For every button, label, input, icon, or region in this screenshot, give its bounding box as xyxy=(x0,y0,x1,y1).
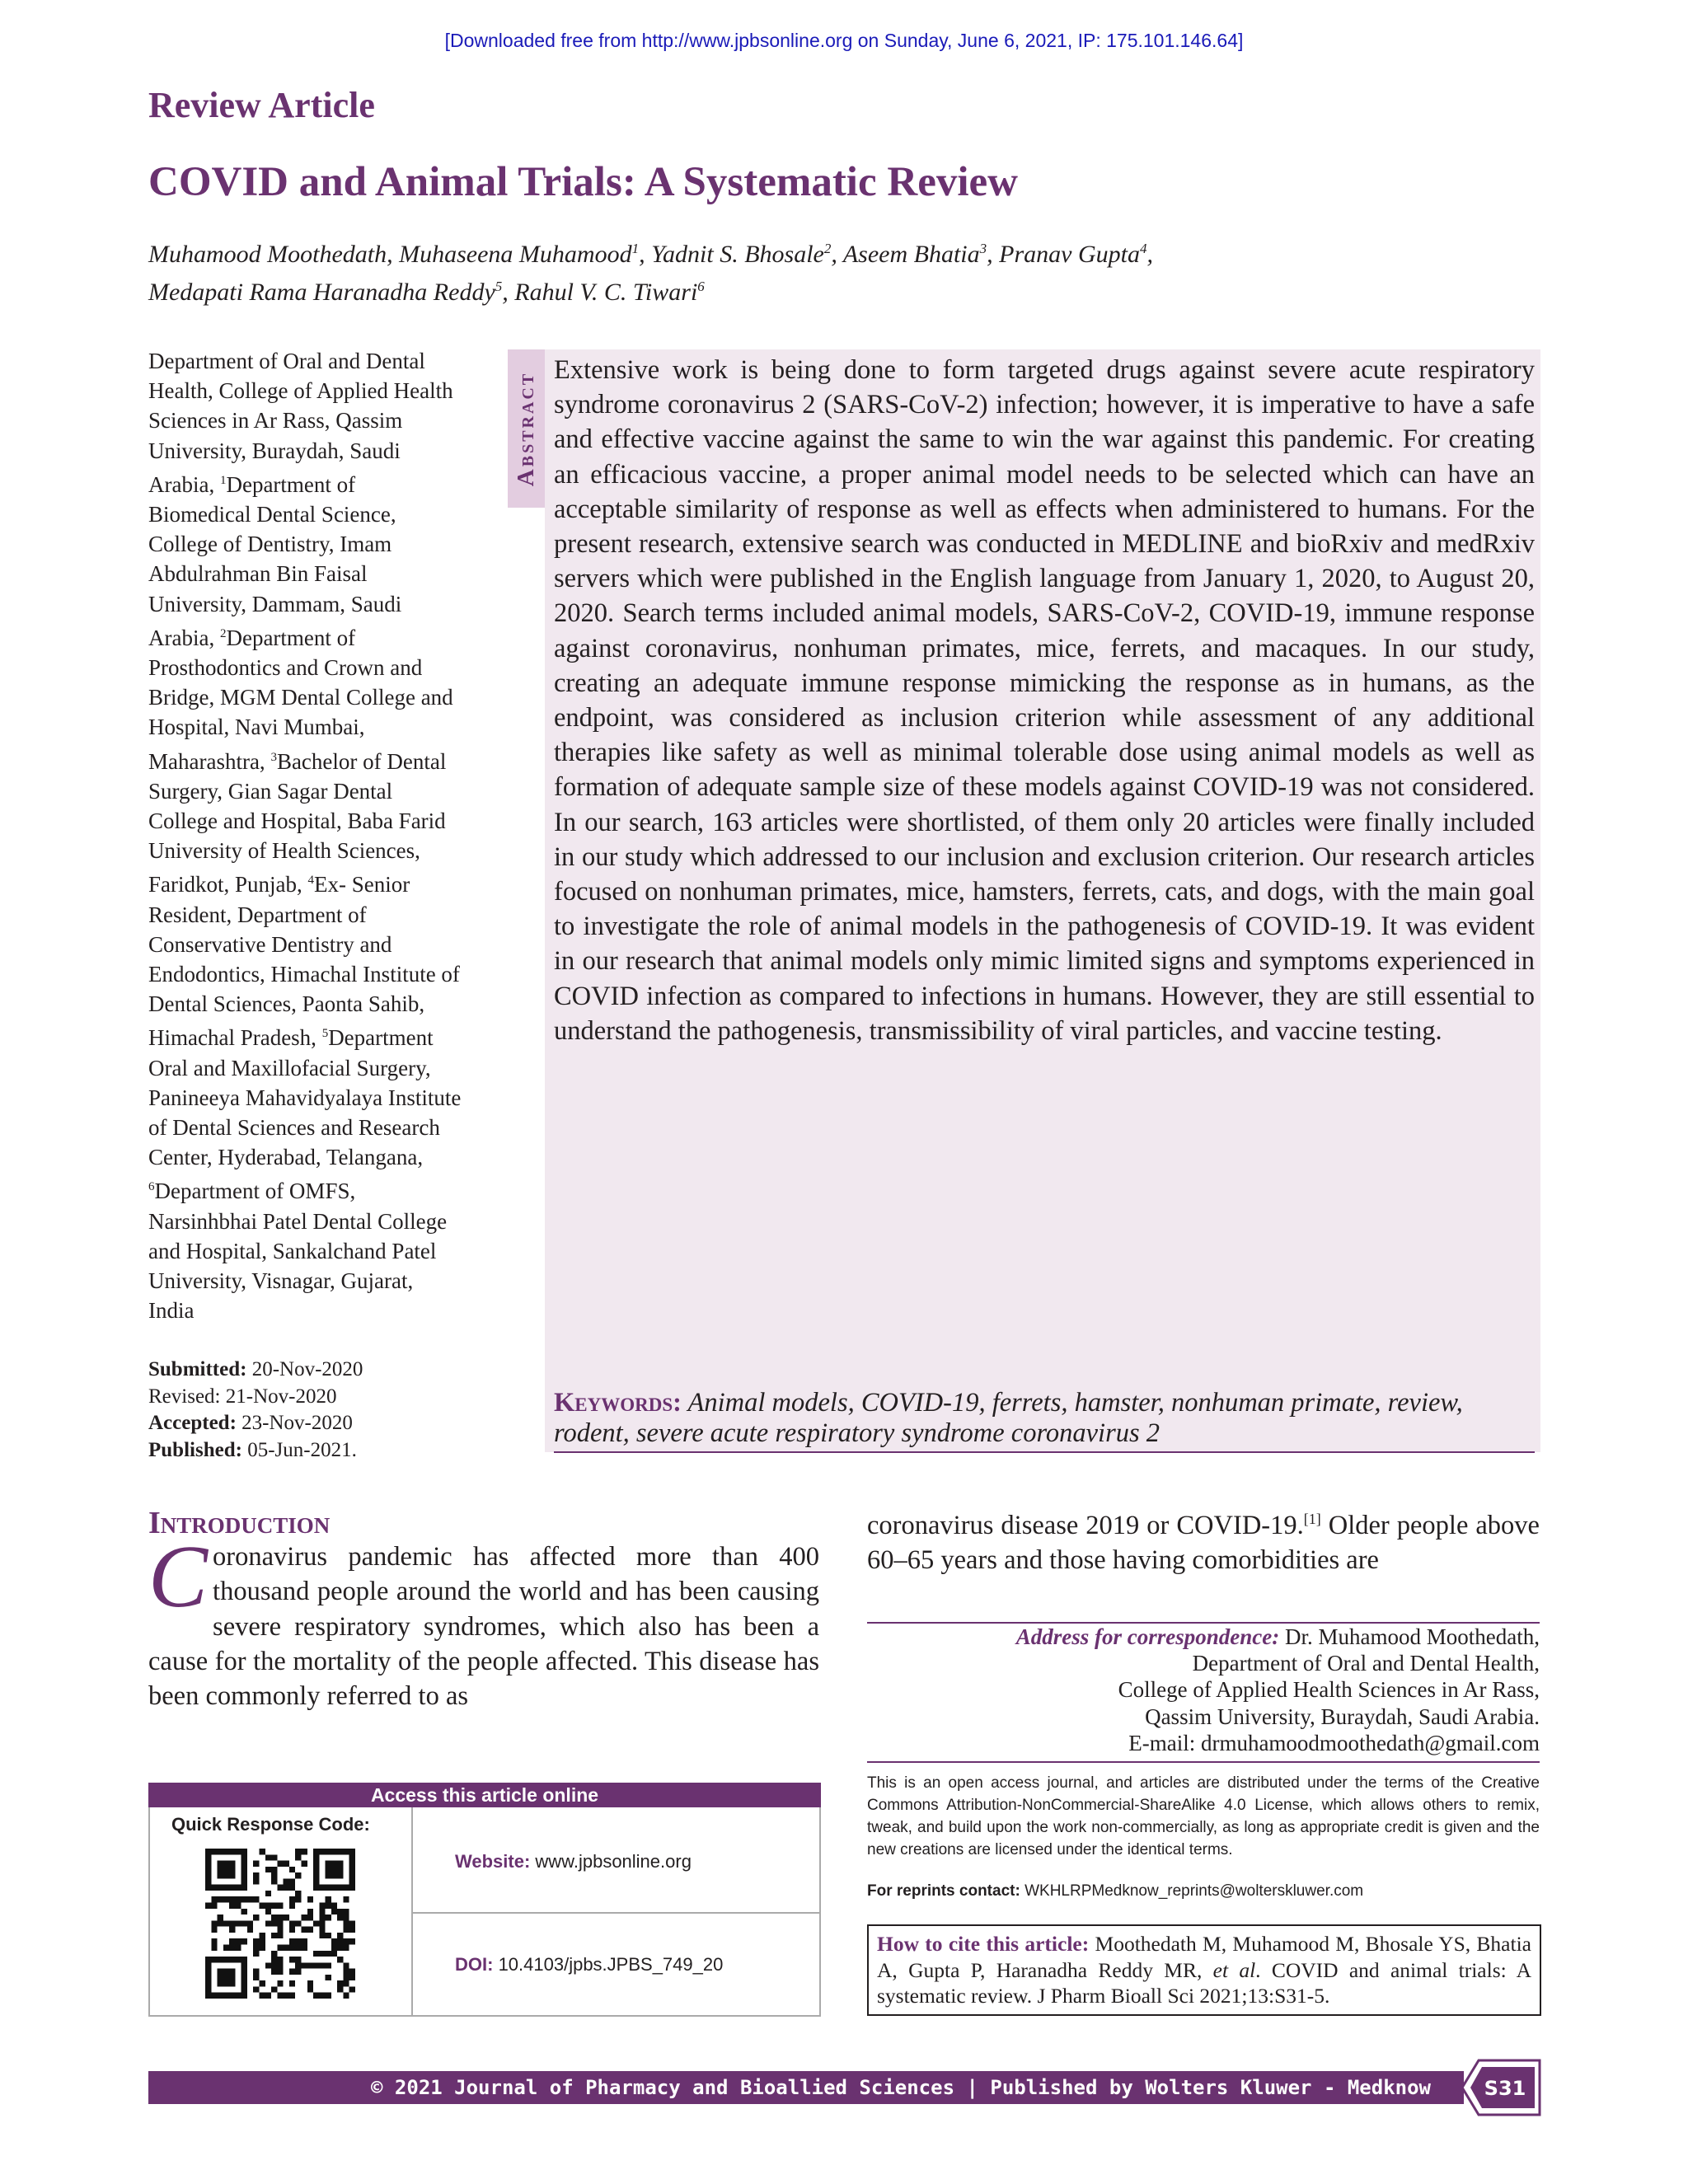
submitted-date: Submitted: 20-Nov-2020 xyxy=(148,1358,363,1380)
affiliation-text: Department of OMFS, Narsinhbhai Patel Dental College and Hospital, Sankalchand Patel University, Visnagar, Gujarat, India xyxy=(148,1179,448,1324)
page-number: S31 xyxy=(1484,2077,1526,2100)
author-name: Yadnit S. Bhosale xyxy=(651,241,824,268)
page-number-badge xyxy=(1461,2059,1541,2116)
affiliation-mark: 5 xyxy=(321,1027,329,1041)
affiliation-text: Department of Oral and Dental Health, College of Applied Health Sciences in Ar Rass, Qassim University, Buraydah, Saudi Arabia, xyxy=(148,349,453,497)
affiliation-mark: 4 xyxy=(307,874,314,888)
correspondence-line: College of Applied Health Sciences in Ar Rass, xyxy=(1118,1677,1540,1703)
affiliation-text: Department Oral and Maxillofacial Surgery, Panineeya Mahavidyalaya Institute of Dental Sciences and Research Center, Hyderabad, Telangana, xyxy=(148,1025,462,1170)
author-affiliation-mark: 6 xyxy=(697,279,705,294)
license-statement: This is an open access journal, and articles are distributed under the terms of the Creative Commons Attribution-NonCommercial-ShareAlike 4.0 License, which allows others to remix, tweak, and build upon the work non-commercially, as long as appropriate credit is given and the new creations are licensed under the identical terms. xyxy=(867,1774,1540,1858)
affiliation-mark: 3 xyxy=(270,750,277,764)
article-title: COVID and Animal Trials: A Systematic Review xyxy=(148,159,1018,205)
author-name: Pranav Gupta xyxy=(999,241,1140,268)
access-box-divider xyxy=(411,1807,413,2015)
author-affiliation-mark: 2 xyxy=(823,241,832,256)
affiliation-mark: 1 xyxy=(219,473,227,487)
doi-link[interactable]: DOI: 10.4103/jpbs.JPBS_749_20 xyxy=(455,1954,724,1975)
citation-box: How to cite this article: Moothedath M, Muhamood M, Bhosale YS, Bhatia A, Gupta P, Haranadha Reddy MR, et al. COVID and animal trials: A systematic review. J Pharm Bioall Sci 2021;13:S31-5. xyxy=(867,1924,1541,2016)
abstract-divider xyxy=(554,1451,1535,1453)
accepted-date: Accepted: 23-Nov-2020 xyxy=(148,1412,353,1434)
correspondence-bottom-rule xyxy=(867,1761,1540,1763)
download-note: [Downloaded free from http://www.jpbsonline.org on Sunday, June 6, 2021, IP: 175.101.146.64] xyxy=(444,30,1244,51)
keywords-label: Keywords: xyxy=(554,1388,682,1418)
qr-code-label: Quick Response Code: xyxy=(171,1814,370,1835)
access-online-header: Access this article online xyxy=(148,1783,821,1807)
abstract-label-tab xyxy=(508,349,545,508)
correspondence-line[interactable]: E-mail: drmuhamoodmoothedath@gmail.com xyxy=(1128,1730,1540,1755)
keywords xyxy=(554,1388,1535,1449)
author-list: Muhamood Moothedath, Muhaseena Muhamood$^1$, Yadnit S. Bhosale$^2$, Aseem Bhatia$^3$, Pranav Gupta$^4$, Medapati Rama Haranadha Reddy$^5$, Rahul V. C. Tiwari$^6$ xyxy=(148,241,1153,306)
correspondence-line: Address for correspondence: Dr. Muhamood Moothedath, xyxy=(1015,1624,1540,1649)
correspondence-line: Department of Oral and Dental Health, xyxy=(1192,1651,1540,1676)
author-affiliation-mark: 3 xyxy=(979,241,987,256)
author-name: Aseem Bhatia xyxy=(842,241,980,268)
author-name: Rahul V. C. Tiwari xyxy=(514,279,698,306)
keywords-text: Animal models, COVID-19, ferrets, hamster, nonhuman primate, review, rodent, severe acute respiratory syndrome coronavirus 2 xyxy=(554,1388,1463,1448)
author-affiliation-mark: 4 xyxy=(1139,241,1147,256)
affiliation-text: Department of Prosthodontics and Crown and Bridge, MGM Dental College and Hospital, Navi Mumbai, Maharashtra, xyxy=(148,625,453,774)
author-name: Muhaseena Muhamood xyxy=(399,241,632,268)
author-name: Muhamood Moothedath xyxy=(148,241,387,268)
affiliation-mark: 2 xyxy=(219,626,227,640)
website-link[interactable]: Website: www.jpbsonline.org xyxy=(455,1851,692,1872)
affiliation-text: Ex- Senior Resident, Department of Conservative Dentistry and Endodontics, Himachal Institute of Dental Sciences, Paonta Sahib, Himachal Pradesh, xyxy=(148,872,460,1051)
citation-ref[interactable]: [1] xyxy=(1303,1511,1321,1527)
qr-code-icon[interactable] xyxy=(205,1849,355,1999)
abstract-label: Abstract xyxy=(513,371,540,486)
correspondence-line: Qassim University, Buraydah, Saudi Arabia. xyxy=(1145,1704,1540,1729)
reprints-contact: For reprints contact: WKHLRPMedknow_reprints@wolterskluwer.com xyxy=(867,1882,1364,1900)
affiliation-text: Department of Biomedical Dental Science, College of Dentistry, Imam Abdulrahman Bin Faisal University, Dammam, Saudi Arabia, xyxy=(148,471,402,650)
footer-copyright: © 2021 Journal of Pharmacy and Bioallied Sciences | Published by Wolters Kluwer - Medknow xyxy=(371,2076,1431,2099)
author-affiliation-mark: 1 xyxy=(631,241,640,256)
revised-date: Revised: 21-Nov-2020 xyxy=(148,1385,337,1408)
published-date: Published: 05-Jun-2021. xyxy=(148,1438,357,1461)
author-affiliation-mark: 5 xyxy=(495,279,503,294)
article-dates xyxy=(148,1357,478,1464)
affiliations xyxy=(148,346,462,1326)
introduction-continued: coronavirus disease 2019 or COVID-19.[1] Older people above 60–65 years and those having comorbidities are xyxy=(867,1510,1540,1576)
author-name: Medapati Rama Haranadha Reddy xyxy=(148,279,495,306)
article-type: Review Article xyxy=(148,85,375,125)
abstract-text: Extensive work is being done to form targeted drugs against severe acute respiratory syndrome coronavirus 2 (SARS-CoV-2) infection; however, it is imperative to have a safe and effective vaccine against the same to win the war against this pandemic. For creating an efficacious vaccine, a proper animal model needs to be selected which can have an acceptable similarity of response as well as effects when administered to humans. For the present research, extensive search was conducted in MEDLINE and bioRxiv and medRxiv servers which were published in the English language from January 1, 2020, to August 20, 2020. Search terms included animal models, SARS-CoV-2, COVID-19, immune response against coronavirus, nonhuman primates, mice, ferrets, and macaques. In our study, creating an adequate immune response mimicking the response as in humans, as the endpoint, was considered as inclusion criterion while assessment of any additional therapies like safety as well as minimal tolerable dose using animal models as well as formation of adequate sample size of these models against COVID-19 was not considered. In our search, 163 articles were shortlisted, of them only 20 articles were finally included in our study which addressed to our inclusion and exclusion criterion. Our research articles focused on nonhuman primates, mice, hamsters, ferrets, cats, and dogs, with the main goal to investigate the role of animal models in the pathogenesis of COVID-19. It was evident in our research that animal models only mimic limited signs and symptoms experienced in COVID infection as compared to infections in humans. However, they are still essential to understand the pathogenesis, transmissibility of viral particles, and vaccine testing. xyxy=(554,355,1535,1046)
access-box-divider-h xyxy=(411,1912,821,1914)
correspondence-address xyxy=(867,1624,1540,1756)
affiliation-text: Bachelor of Dental Surgery, Gian Sagar Dental College and Hospital, Baba Farid University of Health Sciences, Faridkot, Punjab, xyxy=(148,748,447,898)
introduction-paragraph: Coronavirus pandemic has affected more than 400 thousand people around the world and has been causing severe respiratory syndromes, which also has been a cause for the mortality of the people affected. This disease has been commonly referred to as xyxy=(148,1528,819,1712)
drop-cap: C xyxy=(148,1528,209,1626)
introduction-heading: Introduction xyxy=(148,1506,331,1540)
affiliation-mark: 6 xyxy=(148,1180,155,1194)
